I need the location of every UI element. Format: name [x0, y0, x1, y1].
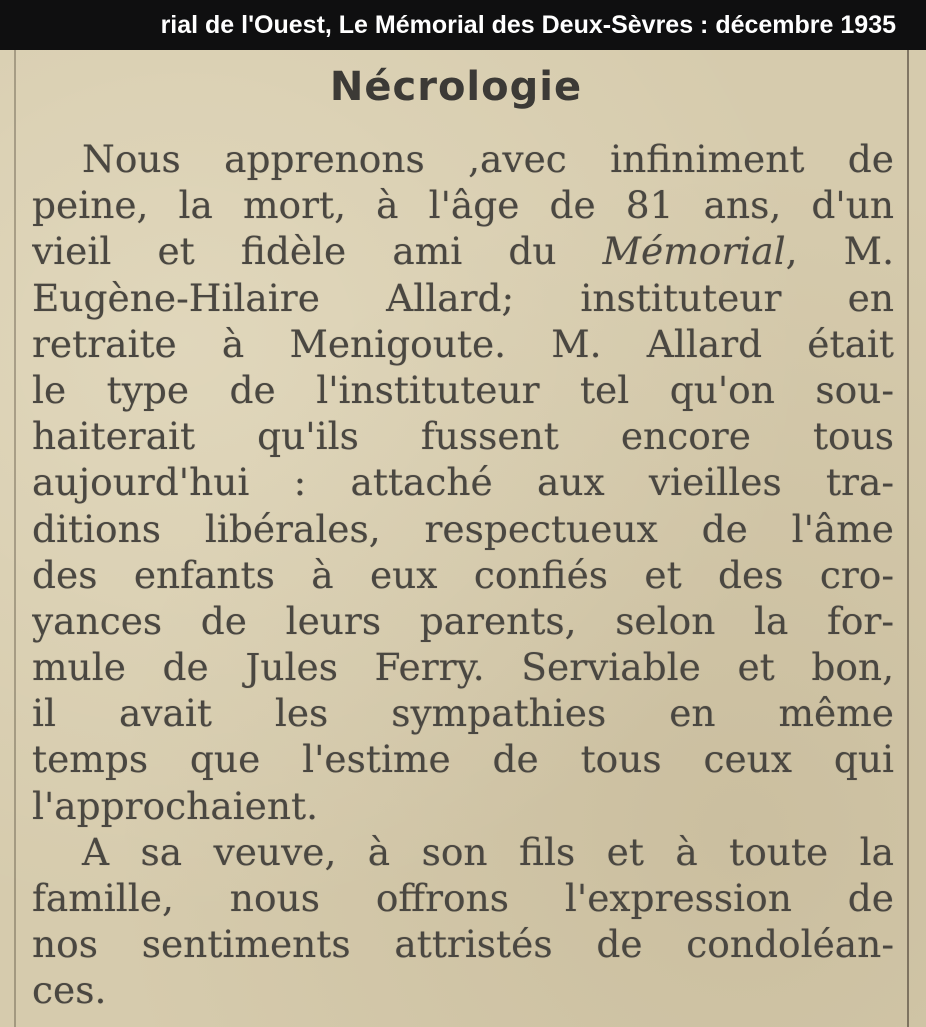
article-heading: Nécrologie — [329, 64, 583, 110]
article-line: A sa veuve, à son fils et à toute la — [82, 829, 894, 874]
article-line: famille, nous offrons l'expression de — [32, 876, 894, 920]
article-line: haiterait qu'ils fussent encore tous — [32, 414, 894, 459]
article-body — [32, 136, 894, 1014]
article-line: temps que l'estime de tous ceux qui — [32, 737, 894, 782]
article-line: ces. — [32, 968, 107, 1013]
article-line: ditions libérales, respectueux de l'âme — [32, 506, 894, 551]
column-rule-right — [907, 50, 909, 1027]
article-line: des enfants à eux confiés et des cro- — [32, 552, 894, 597]
article-line: l'approchaient. — [32, 783, 319, 828]
article-line: il avait les sympathies en même — [32, 691, 894, 736]
article-line: aujourd'hui : attaché aux vieilles tra- — [32, 460, 894, 505]
article-line: yances de leurs parents, selon la for- — [32, 598, 894, 643]
article-line-text: , M. — [785, 229, 894, 274]
article-line: le type de l'instituteur tel qu'on sou- — [32, 367, 894, 412]
article-line: retraite à Menigoute. M. Allard était — [32, 321, 894, 366]
article-line: Eugène-Hilaire Allard; instituteur en — [32, 275, 894, 320]
article-line-text: vieil et fidèle ami du — [32, 229, 557, 274]
article-line: mule de Jules Ferry. Serviable et bon, — [32, 645, 894, 690]
article-line: Nous apprenons ,avec infiniment de — [82, 137, 894, 181]
newspaper-name: Mémorial — [602, 229, 786, 274]
window-title-bar — [0, 0, 926, 50]
article-line — [32, 228, 894, 274]
window-title: rial de l'Ouest, Le Mémorial des Deux-Sèvres : décembre 1935 — [160, 11, 896, 39]
article-line: peine, la mort, à l'âge de 81 ans, d'un — [32, 183, 894, 228]
column-rule-left — [14, 50, 16, 1027]
newspaper-clipping — [0, 50, 926, 1027]
article-line: nos sentiments attristés de condoléan- — [32, 922, 894, 967]
